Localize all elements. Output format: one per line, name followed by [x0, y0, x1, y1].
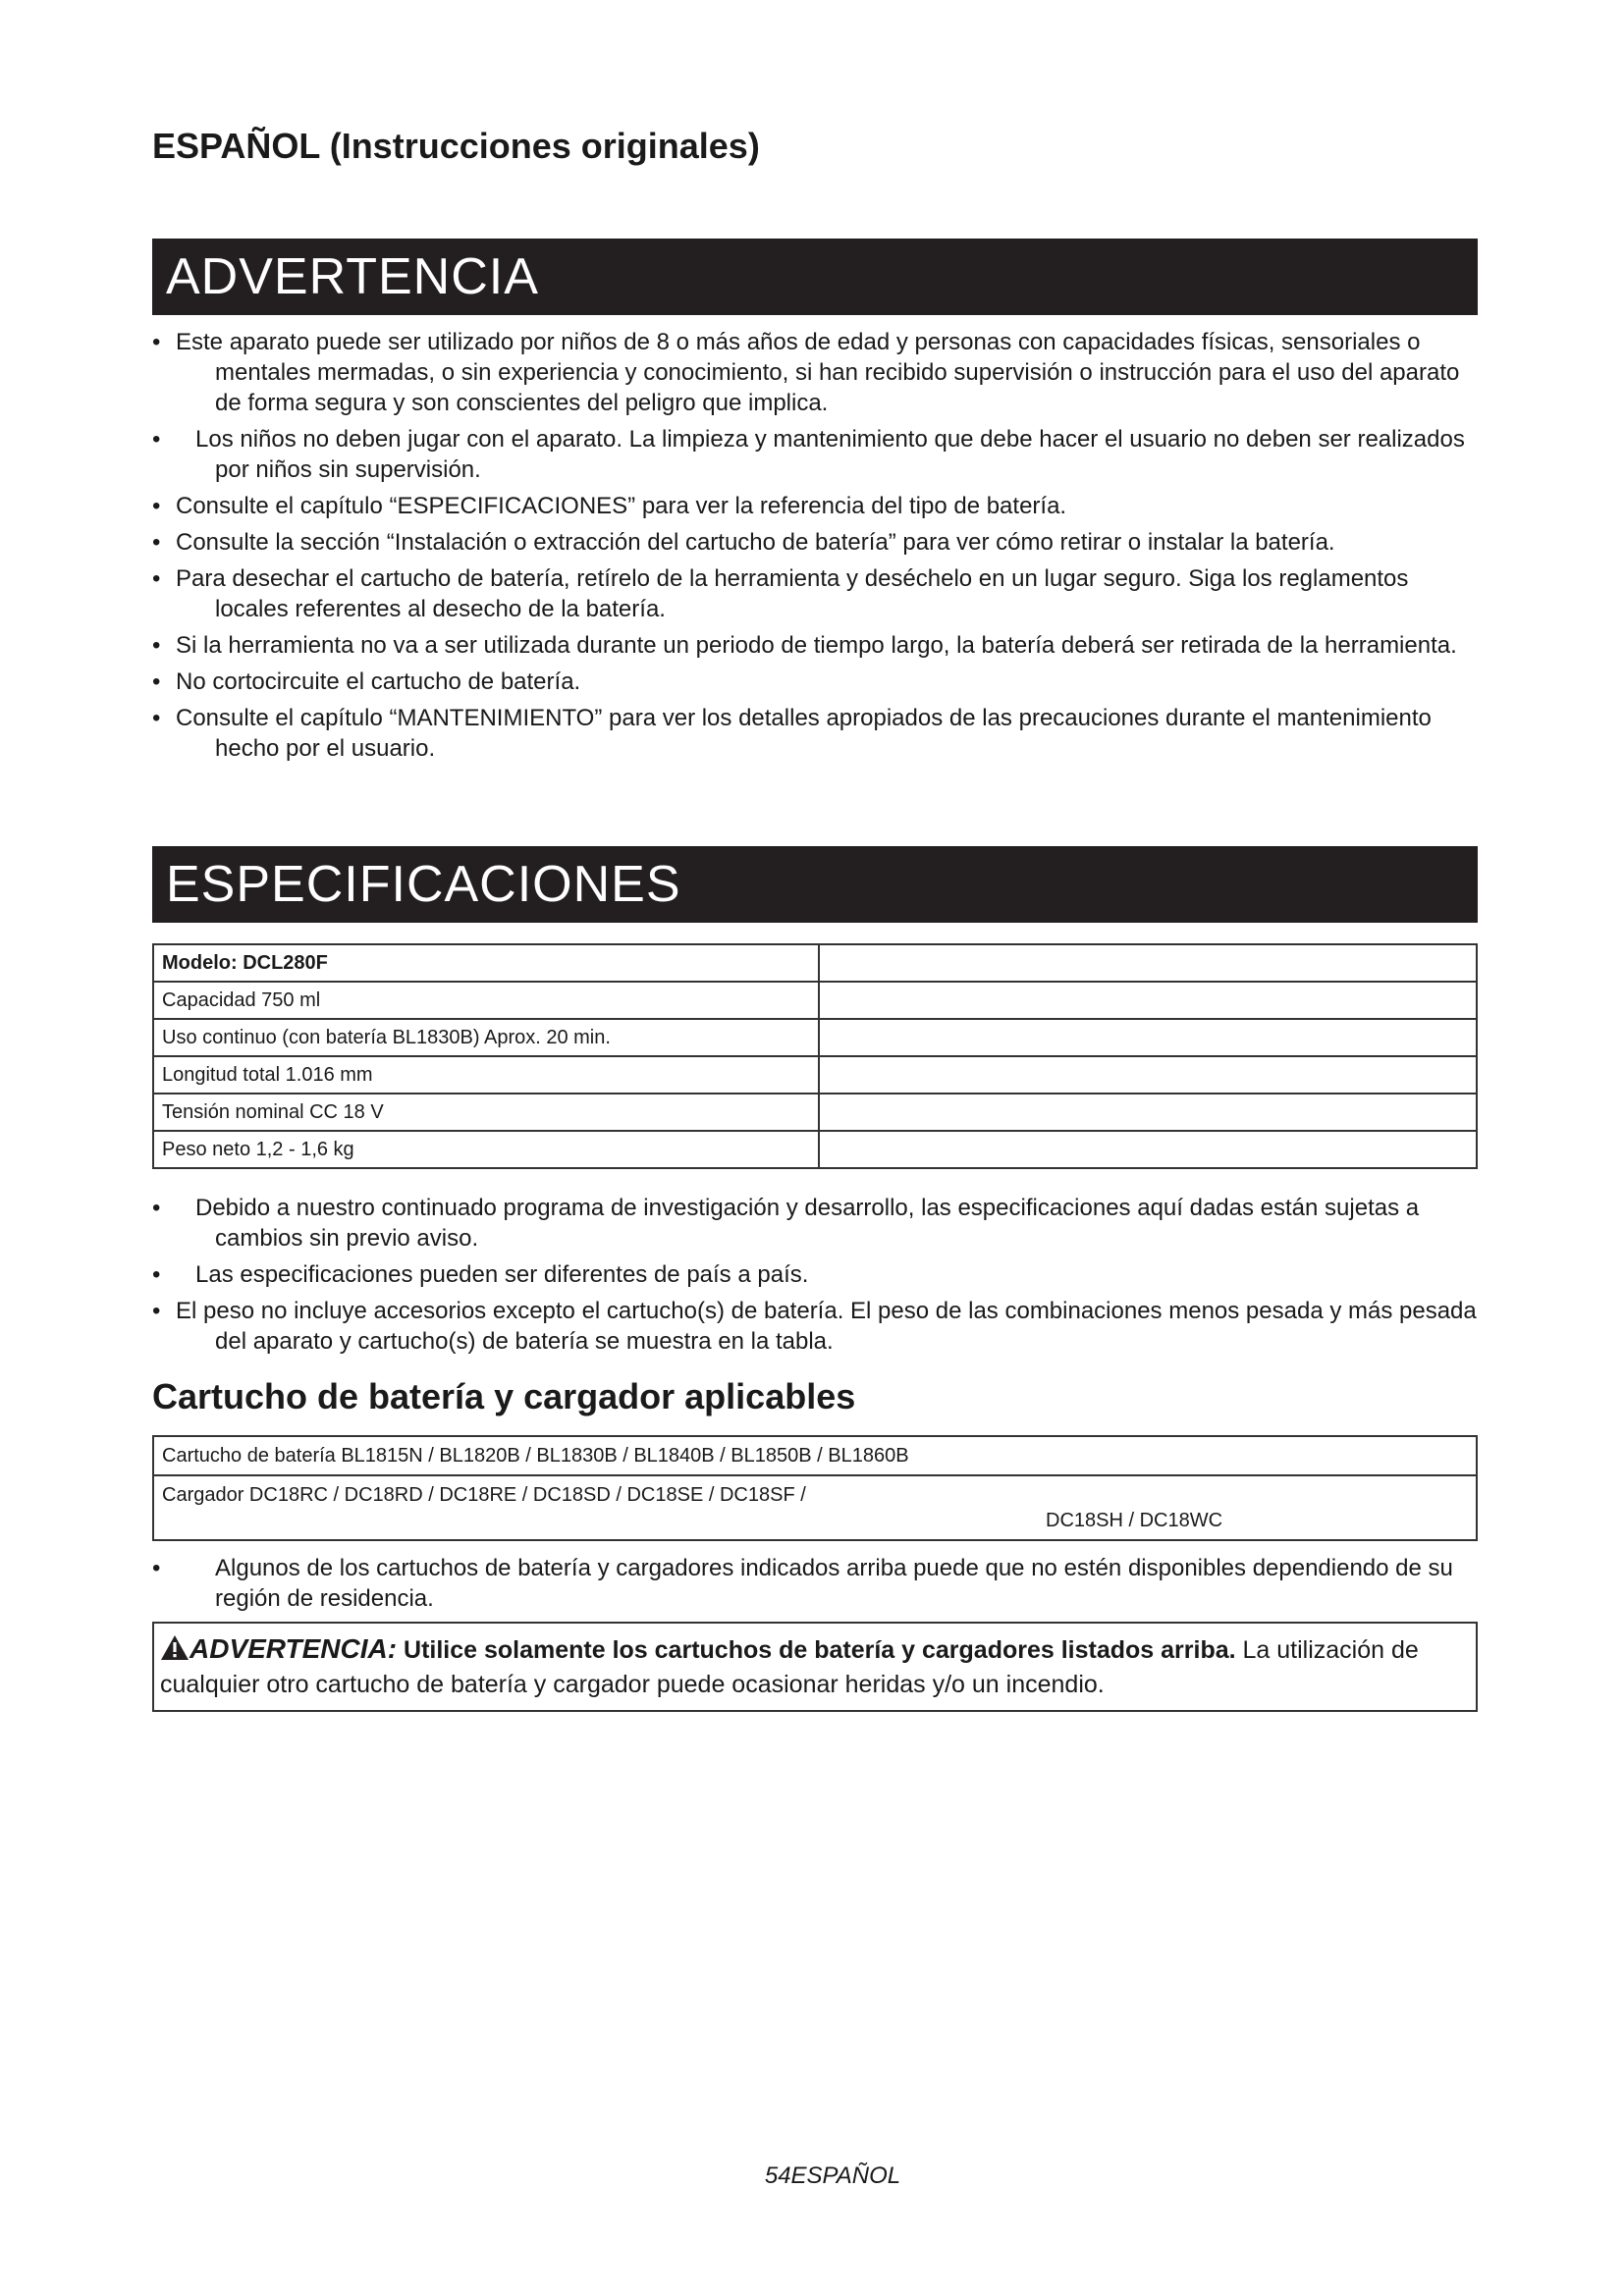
list-item: • Este aparato puede ser utilizado por niños de 8 o más años de edad y personas con capacidades físicas, sensoriales o mentales mermadas, o sin experiencia y conocimiento, si han recibido supervisión o instrucción para el uso del aparato de forma segura y son conscientes del peligro que implica.	[152, 327, 1478, 418]
list-item: • Algunos de los cartuchos de batería y cargadores indicados arriba puede que no estén disponibles dependiendo de su región de residencia.	[152, 1553, 1478, 1614]
warning-bold-text: Utilice solamente los cartuchos de batería y cargadores listados arriba.	[404, 1636, 1236, 1664]
specs-banner: ESPECIFICACIONES	[152, 846, 1478, 923]
spec-empty-cell	[819, 1131, 1477, 1168]
table-row	[153, 1019, 1477, 1056]
list-item: • Debido a nuestro continuado programa de investigación y desarrollo, las especificaciones aquí dadas están sujetas a cambios sin previo aviso.	[152, 1193, 1478, 1254]
battery-heading: Cartucho de batería y cargador aplicables	[152, 1376, 856, 1416]
list-item: • Los niños no deben jugar con el aparato. La limpieza y mantenimiento que debe hacer el usuario no deben ser realizados por niños sin supervisión.	[152, 424, 1478, 485]
list-item: • Para desechar el cartucho de batería, retírelo de la herramienta y deséchelo en un lugar seguro. Siga los reglamentos locales referentes al desecho de la batería.	[152, 563, 1478, 624]
charger-line-2: DC18SH / DC18WC	[1046, 1510, 1223, 1531]
page-footer: 54ESPAÑOL	[764, 2163, 901, 2189]
list-item: • Consulte el capítulo “ESPECIFICACIONES” para ver la referencia del tipo de batería.	[152, 491, 1478, 521]
availability-note	[152, 1553, 1478, 1620]
table-row	[153, 1056, 1477, 1094]
battery-table	[152, 1435, 1478, 1541]
spec-empty-cell	[819, 1056, 1477, 1094]
spec-table	[152, 943, 1478, 1169]
list-item: • No cortocircuite el cartucho de batería.	[152, 667, 1478, 697]
list-item: • Las especificaciones pueden ser diferentes de país a país.	[152, 1259, 1478, 1290]
list-item: • Consulte el capítulo “MANTENIMIENTO” para ver los detalles apropiados de las precauciones durante el mantenimiento hecho por el usuario.	[152, 703, 1478, 764]
warning-text: La utilización de cualquier otro cartucho de batería y cargador puede ocasionar heridas y/o un incendio.	[160, 1636, 1419, 1698]
table-row	[153, 982, 1477, 1019]
table-row	[153, 1131, 1477, 1168]
spec-cell: Longitud total 1.016 mm	[153, 1056, 819, 1094]
charger-line-1: Cargador DC18RC / DC18RD / DC18RE / DC18SD / DC18SE / DC18SF /	[162, 1484, 806, 1506]
charger-cell	[153, 1475, 1477, 1540]
list-item: • El peso no incluye accesorios excepto el cartucho(s) de batería. El peso de las combinaciones menos pesada y más pesada del aparato y cartucho(s) de batería se muestra en la tabla.	[152, 1296, 1478, 1357]
battery-cell: Cartucho de batería BL1815N / BL1820B / BL1830B / BL1840B / BL1850B / BL1860B	[153, 1436, 1477, 1475]
warning-triangle-icon	[160, 1634, 189, 1669]
spec-empty-cell	[819, 1094, 1477, 1131]
spec-notes	[152, 1193, 1478, 1362]
table-row	[153, 1094, 1477, 1131]
spec-cell: Capacidad 750 ml	[153, 982, 819, 1019]
spec-cell: Peso neto 1,2 - 1,6 kg	[153, 1131, 819, 1168]
table-row	[153, 1436, 1477, 1475]
spec-cell: Modelo: DCL280F	[153, 944, 819, 982]
warning-list	[152, 327, 1478, 770]
spec-empty-cell	[819, 982, 1477, 1019]
warning-box	[152, 1622, 1478, 1712]
spec-cell: Tensión nominal CC 18 V	[153, 1094, 819, 1131]
spec-empty-cell	[819, 1019, 1477, 1056]
list-item: • Si la herramienta no va a ser utilizada durante un periodo de tiempo largo, la batería deberá ser retirada de la herramienta.	[152, 630, 1478, 661]
warning-word: ADVERTENCIA:	[189, 1633, 398, 1664]
table-row	[153, 944, 1477, 982]
list-item: • Consulte la sección “Instalación o extracción del cartucho de batería” para ver cómo retirar o instalar la batería.	[152, 527, 1478, 558]
table-row	[153, 1475, 1477, 1540]
spec-empty-cell	[819, 944, 1477, 982]
warning-banner: ADVERTENCIA	[152, 239, 1478, 315]
page-title: ESPAÑOL (Instrucciones originales)	[152, 126, 760, 166]
spec-cell: Uso continuo (con batería BL1830B) Aprox. 20 min.	[153, 1019, 819, 1056]
